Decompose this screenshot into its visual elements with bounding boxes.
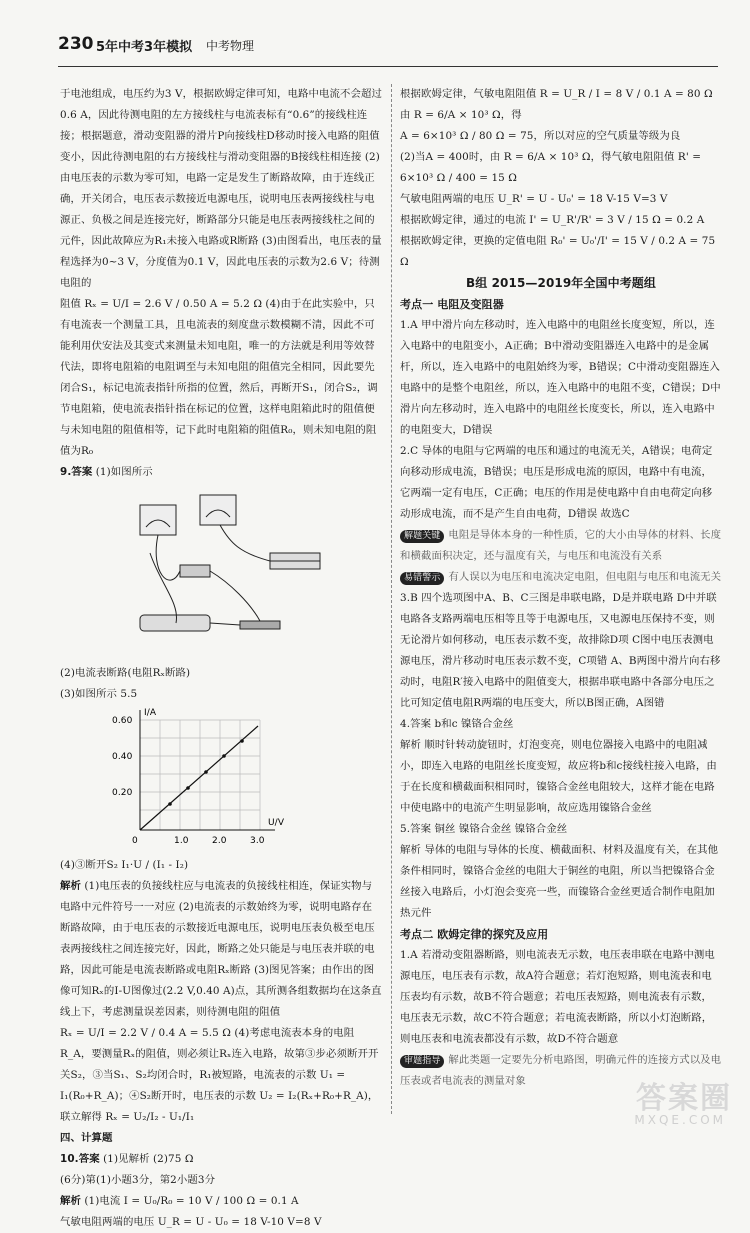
tick-label: 0 <box>132 836 138 846</box>
solution-line: 根据欧姆定律，通过的电流 I' = U_R'/R' = 3 V / 15 Ω = 0.2 A <box>400 214 705 226</box>
solution-line: 气敏电阻两端的电压 U_R' = U - U₀' = 18 V-15 V=3 V <box>400 193 668 205</box>
data-point <box>204 770 208 774</box>
data-point <box>222 754 226 758</box>
solution-line: 根据欧姆定律，更换的定值电阻 R₀' = U₀'/I' = 15 V / 0.2 A = 75 Ω <box>400 235 716 268</box>
answer-heading <box>60 1149 382 1170</box>
answer-label: 10.答案 <box>60 1153 100 1165</box>
page-number: 230 <box>58 34 94 54</box>
question-answer: 1.A 甲中滑片向左移动时，连入电路中的电阻丝长度变短，所以，连入电路中的电阻变小，A正确；B中滑动变阻器连入电路中的是金属杆，所以，连入电路中的电阻始终为零，B错误；C中滑动变阻器连入电路中的是整个电阻丝，所以，连入电路中的电阻不变，C错误；D中滑片向左移动时，连入电路中的电阻丝长度变长，所以，连入电路中的电阻变大，D错误 <box>400 319 721 436</box>
data-point <box>186 786 190 790</box>
subject-label: 中考物理 <box>206 39 255 53</box>
answer-heading <box>60 462 382 483</box>
right-column <box>400 84 722 1092</box>
tip-text: 解此类题一定要先分析电路图，明确元件的连接方式以及电压表或者电流表的测量对象 <box>400 1054 722 1087</box>
tip-text: 有人误以为电压和电流决定电阻，但电阻与电压和电流无关 <box>448 571 722 583</box>
tip <box>400 525 722 567</box>
tip <box>400 567 722 588</box>
analysis-label: 解析 <box>60 880 81 892</box>
tip-tag: 解题关键 <box>400 530 444 543</box>
solution-line: A = 6×10³ Ω / 80 Ω = 75，所以对应的空气质量等级为良 <box>400 130 681 142</box>
iu-chart <box>60 705 382 855</box>
left-column <box>60 84 382 1233</box>
column-divider <box>391 84 393 1114</box>
solution-line: (2)当A = 400时，由 R = 6/A × 10³ Ω，得气敏电阻阻值 R' = 6×10³ Ω / 400 = 15 Ω <box>400 151 702 184</box>
watermark-logo: 答案圈 <box>636 1081 732 1116</box>
answer-text: (1)如图所示 <box>95 466 153 478</box>
tick-label: 1.0 <box>174 836 189 846</box>
header-rule <box>58 66 718 67</box>
analysis-text: 解析 导体的电阻与导体的长度、横截面积、材料及温度有关，在其他条件相同时，镍铬合金丝的电阻大于铜丝的电阻，所以当把镍铬合金丝接入电路后，小灯泡会变亮一些，而镍铬合金丝更适合制作电阻加热元件 <box>400 844 719 919</box>
tip-tag: 易错警示 <box>400 572 444 585</box>
book-title: 5年中考3年模拟 <box>96 40 193 55</box>
solution-line: 由 R = 6/A × 10³ Ω，得 <box>400 109 522 121</box>
answer-text: (1)见解析 (2)75 Ω <box>103 1153 194 1165</box>
score-note: (6分)第(1)小题3分，第2小题3分 <box>60 1174 216 1186</box>
analysis <box>60 876 382 1023</box>
analysis <box>60 1191 382 1212</box>
group-heading: B组 2015—2019年全国中考题组 <box>465 276 657 290</box>
tick-label: 0.40 <box>112 752 133 762</box>
question-answer: 5.答案 铜丝 镍铬合金丝 镍铬合金丝 <box>400 823 568 835</box>
solution-line: 根据欧姆定律，气敏电阻阻值 R = U_R / I = 8 V / 0.1 A = 80 Ω <box>400 88 713 100</box>
paragraph: 阻值 Rₓ = U/I = 2.6 V / 0.50 A = 5.2 Ω (4)由于在此实验中，只有电流表一个测量工具，且电流表的刻度盘示数模糊不清，因此不可能利用伏安法及其变式来测量未知电阻，唯一的方法就是利用等效替代法，即将电阻箱的电阻调至与未知电阻的阻值完全相同，因此要先闭合S₁，标记电流表指针所指的位置，然后，再断开S₁，闭合S₂，调节电阻箱，使电流表指针指在标记的位置，这样电阻箱此时的阻值便与未知电阻的阻值相等，记下此时电阻箱的阻值R₀，则未知电阻的阻值为R₀ <box>60 298 378 457</box>
question-answer: 1.A 若滑动变阻器断路，则电流表无示数，电压表串联在电路中测电源电压，电压表有示数，故A符合题意；若灯泡短路，则电流表和电压表均有示数，故B不符合题意；若电压表短路，则电流表有示数，电压表无示数，故C不符合题意；若电流表断路，所以小灯泡断路，则电压表和电流表都没有示数，故D不符合题意 <box>400 949 715 1045</box>
question-answer: 3.B 四个选项图中A、B、C三图是串联电路，D是并联电路 D中并联电路各支路两端电压相等且等于电源电压，又电源电压保持不变，则无论滑片如何移动，电压表示数不变，故排除D项 C图中电压表测电源电压，滑片移动时电压表示数不变，C项错 A、B两图中滑片向右移动时，电阻R′接入电路中的阻值变大，根据串联电路中各部分电压之比可知定值电阻R两端的电压变大，所以B图正确，A图错 <box>400 592 721 709</box>
y-axis-label: I/A <box>144 708 157 718</box>
tip-tag: 审题指导 <box>400 1055 444 1068</box>
section-heading: 四、计算题 <box>60 1132 113 1144</box>
topic-heading: 考点二 欧姆定律的探究及应用 <box>400 928 549 941</box>
x-axis-label: U/V <box>268 818 285 828</box>
tick-label: 0.20 <box>112 788 133 798</box>
analysis-label: 解析 <box>60 1195 81 1207</box>
analysis-text: 解析 顺时针转动旋钮时，灯泡变亮，则电位器接入电路中的电阻减小，即连入电路的电阻丝长度变短，故应将b和c接线柱接入电路，由于在长度和横截面积相同时，镍铬合金丝电阻较大，这样才能在电路中使电路中的电流产生明显影响，故应选用镍铬合金丝 <box>400 739 717 814</box>
tick-label: 3.0 <box>250 836 265 846</box>
answer-label: 9.答案 <box>60 466 93 478</box>
paragraph: 于电池组成，电压约为3 V，根据欧姆定律可知，电路中电流不会超过0.6 A，因此待测电阻的左方接线柱与电流表标有“0.6”的接线柱连接；根据题意，滑动变阻器的滑片P向接线柱D移动时接入电路的阻值变小，因此待测电阻的右方接线柱与滑动变阻器的B接线柱相连接 (2)由电压表的示数为零可知，电路一定是发生了断路故障，由于连线正确，开关闭合，电压表示数接近电源电压，说明电压表两接线柱与电源正、负极之间是连接完好，断路部分只能是电压表两接线柱之间的元件，因此故障应为R₁未接入电路或R断路 (3)由图看出，电压表的量程选择为0~3 V，分度值为0.1 V，因此电压表的示数为2.6 V；待测电阻的 <box>60 88 382 289</box>
tick-label: 2.0 <box>212 836 227 846</box>
analysis-text: 气敏电阻两端的电压 U_R = U - U₀ = 18 V-10 V=8 V <box>60 1216 322 1228</box>
analysis-text: (1)电压表的负接线柱应与电流表的负接线柱相连，保证实物与电路中元件符号一一对应 (2)电流表的示数始终为零，说明电路存在断路故障，由于电压表的示数接近电源电压，说明电压表负极至电压表两接线柱之间连接完好，因此，断路之处只能是与电压表并联的电路，因此可能是电流表断路或电阻Rₓ断路 (3)图见答案；由作出的图像可知Rₓ的I-U图像过(2.2 V,0.40 A)点，其所测各组数据均在这条直线上下，考虑测量误差因素，则待测电阻的阻值 <box>60 880 382 1018</box>
question-answer: 4.答案 b和c 镍铬合金丝 <box>400 718 514 730</box>
question-answer: 2.C 导体的电阻与它两端的电压和通过的电流无关，A错误；电荷定向移动形成电流，B错误；电压是形成电流的原因，电路中有电流，它两端一定有电压，C正确；电压的作用是使电路中自由电荷定向移动形成电流，而不是产生自由电荷，D错误 故选C <box>400 445 713 520</box>
analysis-formula: Rₓ = U/I = 2.2 V / 0.4 A = 5.5 Ω (4)考虑电流表本身的电阻R_A，要测量Rₓ的阻值，则必须让Rₓ连入电路，故第③步必须断开开关S₂，③当S₁、S₂均闭合时，R₁被短路，电流表的示数 U₁ = I₁(R₀+R_A)；④S₂断开时，电压表的示数 U₂ = I₂(Rₓ+R₀+R_A)，联立解得 Rₓ = U₂/I₂ - U₁/I₁ <box>60 1027 379 1123</box>
tick-label: 0.60 <box>112 716 133 726</box>
tip-text: 电阻是导体本身的一种性质，它的大小由导体的材料、长度和横截面积决定，还与温度有关，与电压和电流没有关系 <box>400 529 722 562</box>
data-point <box>168 802 172 806</box>
circuit-diagram <box>60 483 382 663</box>
answer-line: (2)电流表断路(电阻Rₓ断路) <box>60 667 191 679</box>
watermark-url: MXQE.COM <box>634 1113 726 1127</box>
answer-line: (3)如图所示 5.5 <box>60 688 138 700</box>
analysis-text: (1)电流 I = U₀/R₀ = 10 V / 100 Ω = 0.1 A <box>84 1195 299 1207</box>
answer-line: (4)③断开S₂ I₁·U / (I₁ - I₂) <box>60 859 189 871</box>
topic-heading: 考点一 电阻及变阻器 <box>400 298 504 311</box>
data-point <box>240 739 244 743</box>
